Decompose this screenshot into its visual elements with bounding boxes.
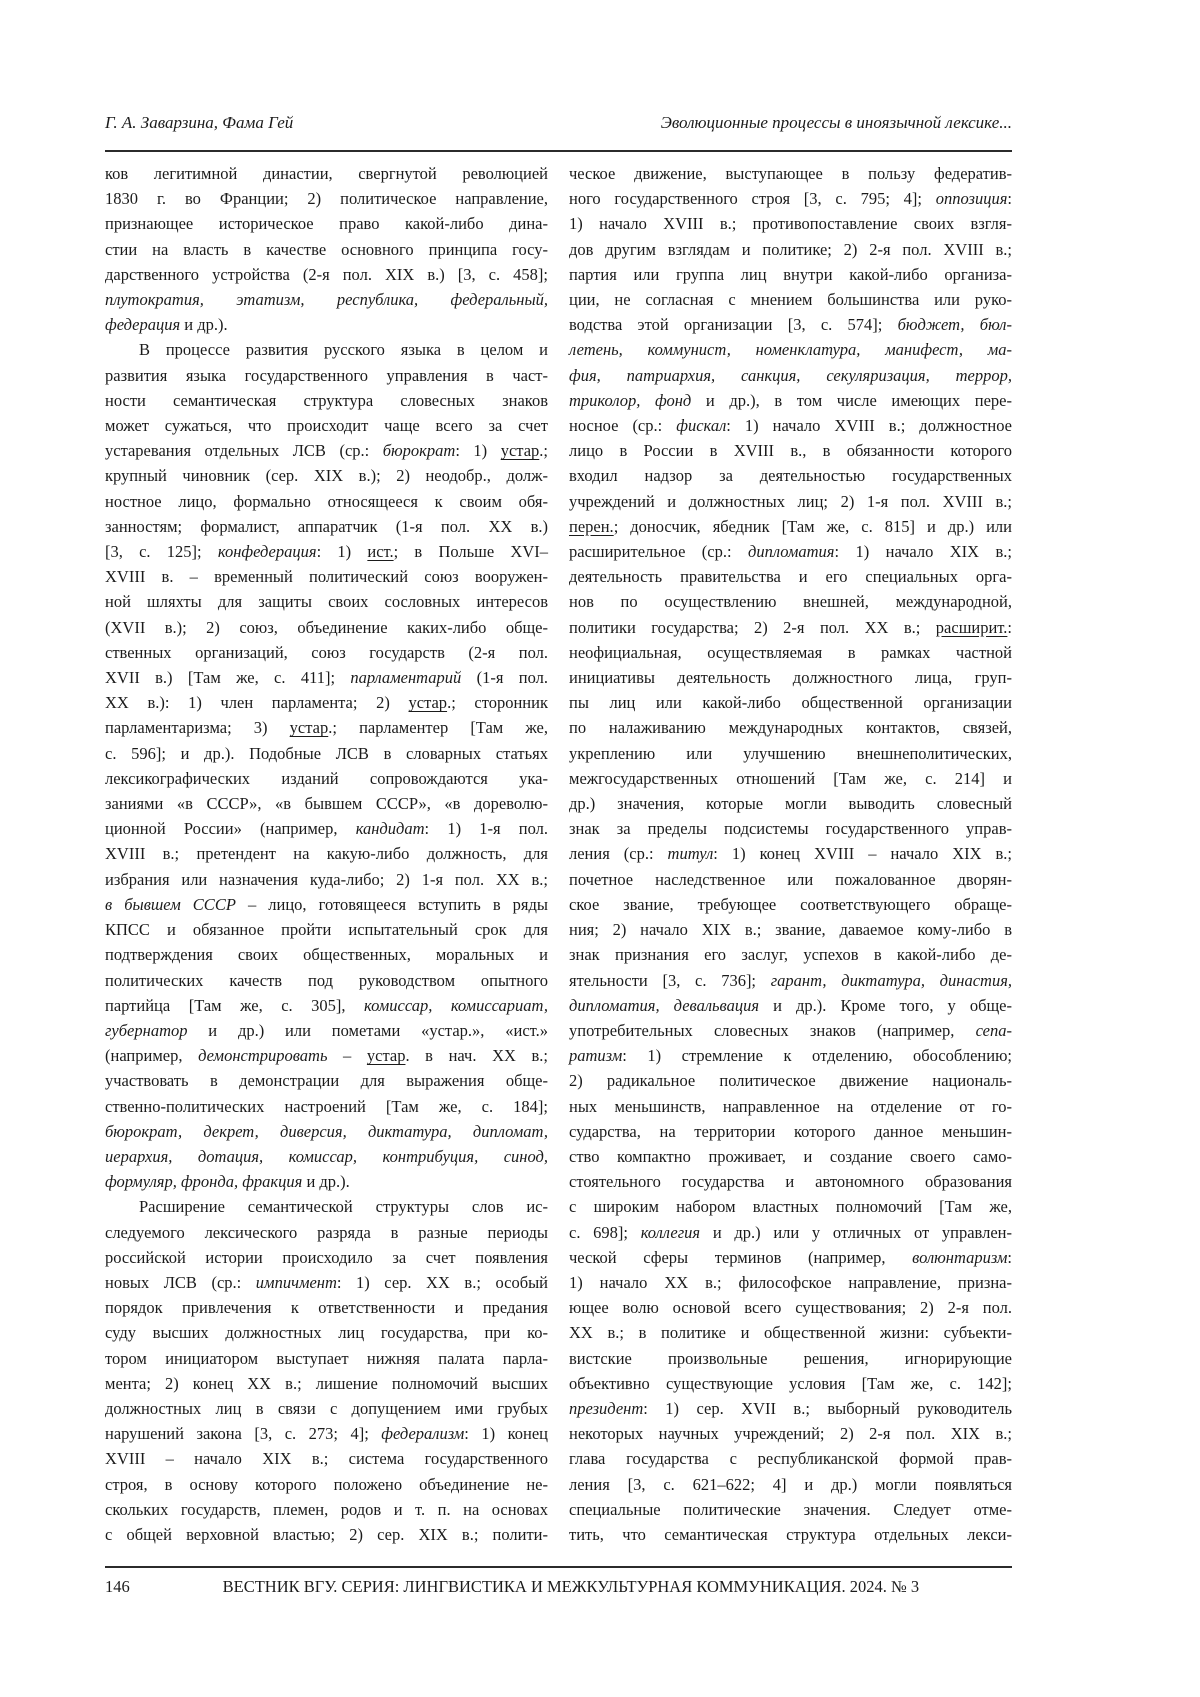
text-segment: занностям; формалист, аппаратчик (1-я пол. XX в.) (105, 516, 548, 536)
text-segment: : (1007, 617, 1012, 637)
text-line (105, 1245, 548, 1270)
text-segment: ческое движение, выступающее в пользу федератив- (569, 164, 1012, 183)
text-segment: ного государственного строя [3, с. 795; 4]; (569, 189, 936, 209)
text-segment: : 1) сер. XX в.; особый (336, 1272, 549, 1292)
text-line (569, 1094, 1012, 1119)
right-column (569, 161, 1012, 1547)
text-segment: почетное наследственное или пожалованное дворян- (569, 869, 1012, 889)
text-line (105, 161, 548, 186)
text-segment: употребительных словесных знаков (например, (569, 1020, 976, 1040)
text-segment: развития языка государственного управления в част- (105, 365, 548, 385)
text-segment: бюрократ, декрет, диверсия, диктатура, дипломат, (105, 1121, 548, 1141)
text-line (105, 1497, 548, 1522)
text-segment: : 1) начало XVIII в.; должностное (726, 416, 1012, 436)
text-line (105, 1194, 548, 1219)
text-segment: устар (366, 1046, 406, 1066)
text-line (569, 816, 1012, 841)
text-segment: и др.) или у отличных от управлен- (700, 1222, 1012, 1242)
text-line (105, 564, 548, 589)
text-line (569, 1270, 1012, 1295)
text-segment: с широким набором властных полномочий [Там же, (569, 1197, 1012, 1217)
text-segment: демонстрировать (198, 1046, 328, 1066)
text-segment: устаревания отдельных ЛСВ (ср.: (105, 441, 383, 461)
text-segment: знак признания его заслуг, успехов в какой-либо де- (569, 945, 1012, 965)
text-line (569, 1068, 1012, 1093)
text-line (569, 514, 1012, 539)
text-line (105, 968, 548, 993)
text-segment: парламентарий (350, 668, 462, 688)
text-segment: – (327, 1046, 367, 1066)
text-segment: дипломатия, девальвация (569, 995, 760, 1015)
page-number: 146 (105, 1577, 130, 1596)
text-line (569, 892, 1012, 917)
text-line (569, 363, 1012, 388)
text-line (569, 1119, 1012, 1144)
text-segment: вистские произвольные решения, игнорирующие (569, 1348, 1012, 1368)
text-segment: федерация (105, 315, 181, 335)
text-segment: плутократия, этатизм, республика, федеральный, (105, 290, 548, 310)
text-line (569, 791, 1012, 816)
text-segment: (например, (105, 1046, 199, 1066)
text-segment: др.) значения, которые могли выводить словесный (569, 794, 1012, 814)
text-segment: бюрократ (382, 441, 456, 461)
text-segment: волюнтаризм (912, 1247, 1008, 1267)
text-line (105, 589, 548, 614)
text-segment: [3, с. 125]; (105, 542, 218, 562)
text-line (105, 514, 548, 539)
text-segment: губернатор (105, 1020, 188, 1040)
text-line (105, 463, 548, 488)
text-segment: президент (569, 1398, 644, 1418)
text-segment: деятельность правительства и его специальных орга- (569, 567, 1012, 587)
text-segment: и др.). (180, 315, 228, 335)
text-line (105, 665, 548, 690)
text-line (105, 1421, 548, 1446)
text-segment: Расширение семантической структуры слов ис- (139, 1197, 548, 1217)
text-line (105, 1220, 548, 1245)
text-segment: специальные политические значения. Следует отме- (569, 1499, 1012, 1519)
text-line (569, 1320, 1012, 1345)
text-line (105, 186, 548, 211)
text-segment: (1-я пол. (461, 668, 548, 688)
text-line (105, 1270, 548, 1295)
text-segment: ностное лицо, формально относящееся к своим обя- (105, 491, 548, 511)
text-line (105, 1018, 548, 1043)
text-line (105, 942, 548, 967)
text-segment: и др.) или пометами «устар.», «ист.» (187, 1020, 548, 1040)
text-segment: гарант, диктатура, династия, (770, 970, 1012, 990)
text-line (569, 337, 1012, 362)
text-line (105, 287, 548, 312)
text-segment: мента; 2) конец XX в.; лишение полномочий высших (105, 1373, 548, 1393)
text-segment: и др.), в том числе имеющих пере- (691, 390, 1012, 410)
text-segment: бюджет, бюл- (897, 315, 1012, 335)
text-segment: : (1007, 189, 1012, 209)
text-segment: суду высших должностных лиц государства, при ко- (105, 1323, 548, 1343)
text-segment: с. 596]; и др.). Подобные ЛСВ в словарных статьях (105, 743, 548, 763)
text-line (105, 413, 548, 438)
text-line (569, 1295, 1012, 1320)
text-line (105, 1371, 548, 1396)
text-segment: знак за пределы подсистемы государственного управ- (569, 819, 1012, 839)
text-segment: : 1) конец (464, 1424, 548, 1444)
text-segment: заниями «в СССР», «в бывшем СССР», «в дореволю- (105, 794, 548, 814)
text-segment: тить, что семантическая структура отдельных лекси- (569, 1524, 1012, 1544)
text-segment: : (1007, 1247, 1012, 1267)
text-line (569, 1421, 1012, 1446)
footer-rule (105, 1566, 1012, 1568)
text-line (105, 816, 548, 841)
text-segment: глава государства с республиканской формой прав- (569, 1449, 1012, 1469)
text-segment: входил надзор за деятельностью государственных (569, 466, 1012, 486)
text-segment: партия или группа лиц внутри какой-либо организа- (569, 264, 1012, 284)
text-segment: дов другим взглядам и политике; 2) 2-я пол. XVIII в.; (569, 239, 1012, 259)
text-segment: ; в Польше XVI– (393, 542, 548, 562)
text-segment: импичмент (255, 1272, 337, 1292)
text-segment: ния; 2) начало XIX в.; звание, даваемое кому-либо в (569, 920, 1012, 940)
text-segment: фискал (676, 416, 727, 436)
text-line (105, 1320, 548, 1345)
text-segment: устар (408, 693, 448, 713)
text-line (569, 715, 1012, 740)
text-segment: участвовать в демонстрации для выражения обще- (105, 1071, 548, 1091)
text-segment: ления (ср.: (569, 844, 668, 864)
text-segment: расширит. (935, 617, 1008, 637)
text-segment: коллегия (640, 1222, 701, 1242)
article-running-title: Эволюционные процессы в иноязычной лексике... (660, 113, 1012, 132)
text-line (105, 211, 548, 236)
text-segment: объективно существующие условия [Там же, с. 142]; (569, 1373, 1012, 1393)
text-segment: порядок привлечения к ответственности и предания (105, 1298, 548, 1318)
text-line (569, 312, 1012, 337)
text-line (105, 615, 548, 640)
text-segment: водства этой организации [3, с. 574]; (569, 315, 898, 335)
text-line (105, 363, 548, 388)
text-segment: партийца [Там же, с. 305], (105, 995, 365, 1015)
text-segment: 1) начало XVIII в.; противопоставление своих взгля- (569, 214, 1012, 234)
text-line (105, 1144, 548, 1169)
text-segment: : 1) конец XVIII – начало XIX в.; (713, 844, 1012, 864)
text-segment: XVIII в. – временный политический союз вооружен- (105, 567, 548, 587)
text-segment: (XVII в.); 2) союз, объединение каких-либо обще- (105, 617, 548, 637)
text-line (569, 237, 1012, 262)
text-segment: и др.). Кроме того, у обще- (759, 995, 1013, 1015)
text-line (569, 1043, 1012, 1068)
text-segment: XVIII – начало XIX в.; система государственного (105, 1449, 548, 1469)
text-segment: : 1) сер. XVII в.; выборный руководитель (643, 1398, 1012, 1418)
text-line (569, 287, 1012, 312)
text-segment: строя, в основу которого положено объединение не- (105, 1474, 548, 1494)
text-line (569, 841, 1012, 866)
text-line (105, 438, 548, 463)
text-segment: носное (ср.: (569, 416, 677, 436)
text-segment: оппозиция (935, 189, 1008, 209)
text-segment: ческой сферы терминов (например, (569, 1247, 913, 1267)
text-segment: должностных лиц в связи с допущением ими грубых (105, 1398, 548, 1418)
text-segment: ности семантическая структура словесных знаков (105, 390, 548, 410)
text-line (569, 665, 1012, 690)
text-segment: нарушений закона [3, с. 273; 4]; (105, 1424, 382, 1444)
text-segment: по налаживанию международных контактов, связей, (569, 718, 1012, 738)
text-line (569, 1472, 1012, 1497)
text-segment: летень, коммунист, номенклатура, манифест, ма- (569, 340, 1012, 360)
text-segment: 2) радикальное политическое движение националь- (569, 1071, 1012, 1091)
text-segment: сударства, на территории которого данное меньшин- (569, 1121, 1012, 1141)
text-line (105, 867, 548, 892)
journal-title: ВЕСТНИК ВГУ. СЕРИЯ: ЛИНГВИСТИКА И МЕЖКУЛЬТУРНАЯ КОММУНИКАЦИЯ. 2024. № 3 (222, 1577, 920, 1596)
text-segment: .; сторонник (447, 693, 548, 713)
text-segment: XX в.): 1) член парламента; 2) (105, 693, 409, 713)
text-line (569, 615, 1012, 640)
text-line (569, 993, 1012, 1018)
text-segment: титул (667, 844, 714, 864)
text-line (105, 1446, 548, 1471)
left-column (105, 161, 548, 1547)
text-line (105, 1169, 548, 1194)
text-line (105, 262, 548, 287)
text-line (569, 690, 1012, 715)
text-segment: инициативы деятельность должностного лица, груп- (569, 668, 1012, 688)
text-segment: .; (539, 441, 548, 461)
text-line (105, 841, 548, 866)
text-line (105, 993, 548, 1018)
text-segment: признающее историческое право какой-либо дина- (105, 214, 548, 234)
text-segment: триколор, фонд (569, 390, 692, 410)
text-line (569, 1169, 1012, 1194)
text-segment: ; доносчик, ябедник [Там же, с. 815] и др.) или (613, 516, 1012, 536)
text-line (105, 1295, 548, 1320)
text-segment: ционной России» (например, (105, 819, 356, 839)
text-line (105, 892, 548, 917)
text-segment: ления [3, с. 621–622; 4] и др.) могли появляться (569, 1474, 1012, 1494)
authors-running-head: Г. А. Заварзина, Фама Гей (105, 113, 294, 132)
text-line (105, 640, 548, 665)
text-segment: политики государства; 2) 2-я пол. XX в.; (569, 617, 936, 637)
text-segment: нов по осуществлению внешней, международной, (569, 592, 1012, 612)
text-line (105, 1522, 548, 1547)
text-line (105, 1119, 548, 1144)
text-segment: ство компактно проживает, и создание своего само- (569, 1146, 1012, 1166)
text-line (569, 262, 1012, 287)
text-segment: .; парламентер [Там же, (328, 718, 548, 738)
text-line (105, 791, 548, 816)
text-segment: может сужаться, что происходит чаще всего за счет (105, 416, 548, 436)
text-line (569, 211, 1012, 236)
text-segment: ных меньшинств, направленное на отделение от го- (569, 1096, 1012, 1116)
text-line (569, 1497, 1012, 1522)
text-segment: сепа- (975, 1020, 1012, 1040)
text-line (569, 1245, 1012, 1270)
text-segment: ков легитимной династии, свергнутой революцией (105, 164, 548, 183)
text-segment: устар (500, 441, 540, 461)
page-footer (105, 1576, 1012, 1598)
text-segment: дарственного устройства (2-я пол. XIX в.) [3, с. 458]; (105, 264, 548, 284)
header-rule (105, 150, 1012, 152)
text-segment: политических качеств под руководством опытного (105, 970, 548, 990)
text-line (569, 1396, 1012, 1421)
text-segment: : 1) 1-я пол. (424, 819, 548, 839)
text-segment: : 1) начало XIX в.; (834, 542, 1012, 562)
text-segment: следуемого лексического разряда в разные периоды (105, 1222, 548, 1242)
text-segment: ной шляхты для защиты своих сословных интересов (105, 592, 548, 612)
text-segment: стии на власть в качестве основного принципа госу- (105, 239, 548, 259)
text-line (105, 489, 548, 514)
text-segment: 1830 г. во Франции; 2) политическое направление, (105, 189, 548, 209)
text-line (569, 388, 1012, 413)
text-segment: комиссар, комиссариат, (364, 995, 548, 1015)
text-segment: КПСС и обязанное пройти испытательный срок для (105, 920, 548, 940)
text-segment: учреждений и должностных лиц; 2) 1-я пол. XVIII в.; (569, 491, 1012, 511)
text-segment: некоторых научных учреждений; 2) 2-я пол. XIX в.; (569, 1424, 1012, 1444)
text-segment: ственных организаций, союз государств (2-я пол. (105, 642, 548, 662)
text-segment: XVIII в.; претендент на какую-либо должность, для (105, 844, 548, 864)
text-segment: с. 698]; (569, 1222, 641, 1242)
text-line (569, 186, 1012, 211)
text-line (569, 1018, 1012, 1043)
text-line (569, 1144, 1012, 1169)
text-line (105, 388, 548, 413)
text-line (105, 312, 548, 337)
text-segment: формуляр, фронда, фракция (105, 1172, 303, 1192)
text-segment: стоятельного государства и автономного образования (569, 1172, 1012, 1192)
text-segment: межгосударственных отношений [Там же, с. 214] и (569, 768, 1012, 788)
text-line (105, 690, 548, 715)
text-line (569, 766, 1012, 791)
text-segment: ятельности [3, с. 736]; (569, 970, 771, 990)
text-segment: ское звание, требующее соответствующего обраще- (569, 894, 1012, 914)
page-header (105, 112, 1012, 134)
article-body (105, 161, 1012, 1547)
text-segment: перен. (569, 516, 614, 536)
text-line (105, 1068, 548, 1093)
text-line (105, 1094, 548, 1119)
text-segment: расширительное (ср.: (569, 542, 748, 562)
text-line (569, 741, 1012, 766)
text-segment: фия, патриархия, санкция, секуляризация, террор, (569, 365, 1012, 385)
text-segment: – лицо, готовящееся вступить в ряды (235, 894, 548, 914)
text-line (569, 413, 1012, 438)
text-line (105, 237, 548, 262)
text-segment: ист. (367, 542, 394, 562)
text-segment: ции, не согласная с мнением большинства или руко- (569, 290, 1012, 310)
text-line (105, 1396, 548, 1421)
text-segment: устар (289, 718, 329, 738)
text-segment: ющее волю основой всего существования; 2) 2-я пол. (569, 1298, 1012, 1318)
text-line (569, 161, 1012, 186)
text-segment: тором инициатором выступает нижняя палата парла- (105, 1348, 548, 1368)
text-segment: 1) начало XX в.; философское направление, призна- (569, 1272, 1012, 1292)
text-line (105, 1346, 548, 1371)
text-segment: скольких государств, племен, родов и т. п. на основах (105, 1499, 548, 1519)
text-segment: : 1) стремление к отделению, обособлению; (622, 1046, 1012, 1066)
text-line (569, 1446, 1012, 1471)
text-line (569, 489, 1012, 514)
text-segment: . в нач. XX в.; (405, 1046, 548, 1066)
text-line (105, 539, 548, 564)
text-segment: XX в.; в политике и общественной жизни: субъекти- (569, 1323, 1012, 1343)
text-segment: крупный чиновник (сер. XIX в.); 2) неодобр., долж- (105, 466, 548, 486)
text-segment: иерархия, дотация, комиссар, контрибуция, синод, (105, 1146, 548, 1166)
text-line (105, 1472, 548, 1497)
text-line (569, 968, 1012, 993)
text-segment: российской истории происходило за счет появления (105, 1247, 548, 1267)
text-line (105, 766, 548, 791)
text-segment: в бывшем СССР (105, 894, 236, 914)
text-segment: ратизм (569, 1046, 623, 1066)
text-segment: : 1) (316, 542, 368, 562)
text-line (569, 564, 1012, 589)
text-segment: В процессе развития русского языка в целом и (139, 340, 548, 360)
text-line (569, 1194, 1012, 1219)
text-line (569, 942, 1012, 967)
text-segment: лексикографических изданий сопровождаются ука- (105, 768, 548, 788)
text-line (569, 1522, 1012, 1547)
text-line (569, 438, 1012, 463)
text-segment: ственно-политических настроений [Там же, с. 184]; (105, 1096, 548, 1116)
text-line (569, 463, 1012, 488)
text-segment: с общей верховной властью; 2) сер. XIX в.; полити- (105, 1524, 548, 1544)
text-segment: : 1) (455, 441, 501, 461)
text-segment: подтверждения своих общественных, моральных и (105, 945, 548, 965)
text-segment: парламентаризма; 3) (105, 718, 290, 738)
text-line (569, 1346, 1012, 1371)
text-line (569, 640, 1012, 665)
text-line (105, 715, 548, 740)
text-segment: дипломатия (748, 542, 835, 562)
text-line (569, 539, 1012, 564)
text-line (105, 1043, 548, 1068)
text-line (569, 1371, 1012, 1396)
text-segment: укреплению или улучшению внешнеполитических, (569, 743, 1012, 763)
text-line (105, 337, 548, 362)
text-segment: пы лиц или какой-либо общественной организации (569, 693, 1012, 713)
text-segment: конфедерация (217, 542, 317, 562)
text-line (105, 917, 548, 942)
text-segment: кандидат (355, 819, 425, 839)
text-segment: лицо в России в XVIII в., в обязанности которого (569, 441, 1012, 461)
text-line (569, 867, 1012, 892)
text-segment: новых ЛСВ (ср.: (105, 1272, 256, 1292)
text-line (569, 1220, 1012, 1245)
text-segment: федерализм (381, 1424, 465, 1444)
text-line (569, 917, 1012, 942)
text-segment: неофициальная, осуществляемая в рамках частной (569, 642, 1012, 662)
text-segment: избрания или назначения куда-либо; 2) 1-я пол. XX в.; (105, 869, 548, 889)
text-segment: XVII в.) [Там же, с. 411]; (105, 668, 351, 688)
text-line (569, 589, 1012, 614)
text-line (105, 741, 548, 766)
text-segment: и др.). (302, 1172, 350, 1192)
